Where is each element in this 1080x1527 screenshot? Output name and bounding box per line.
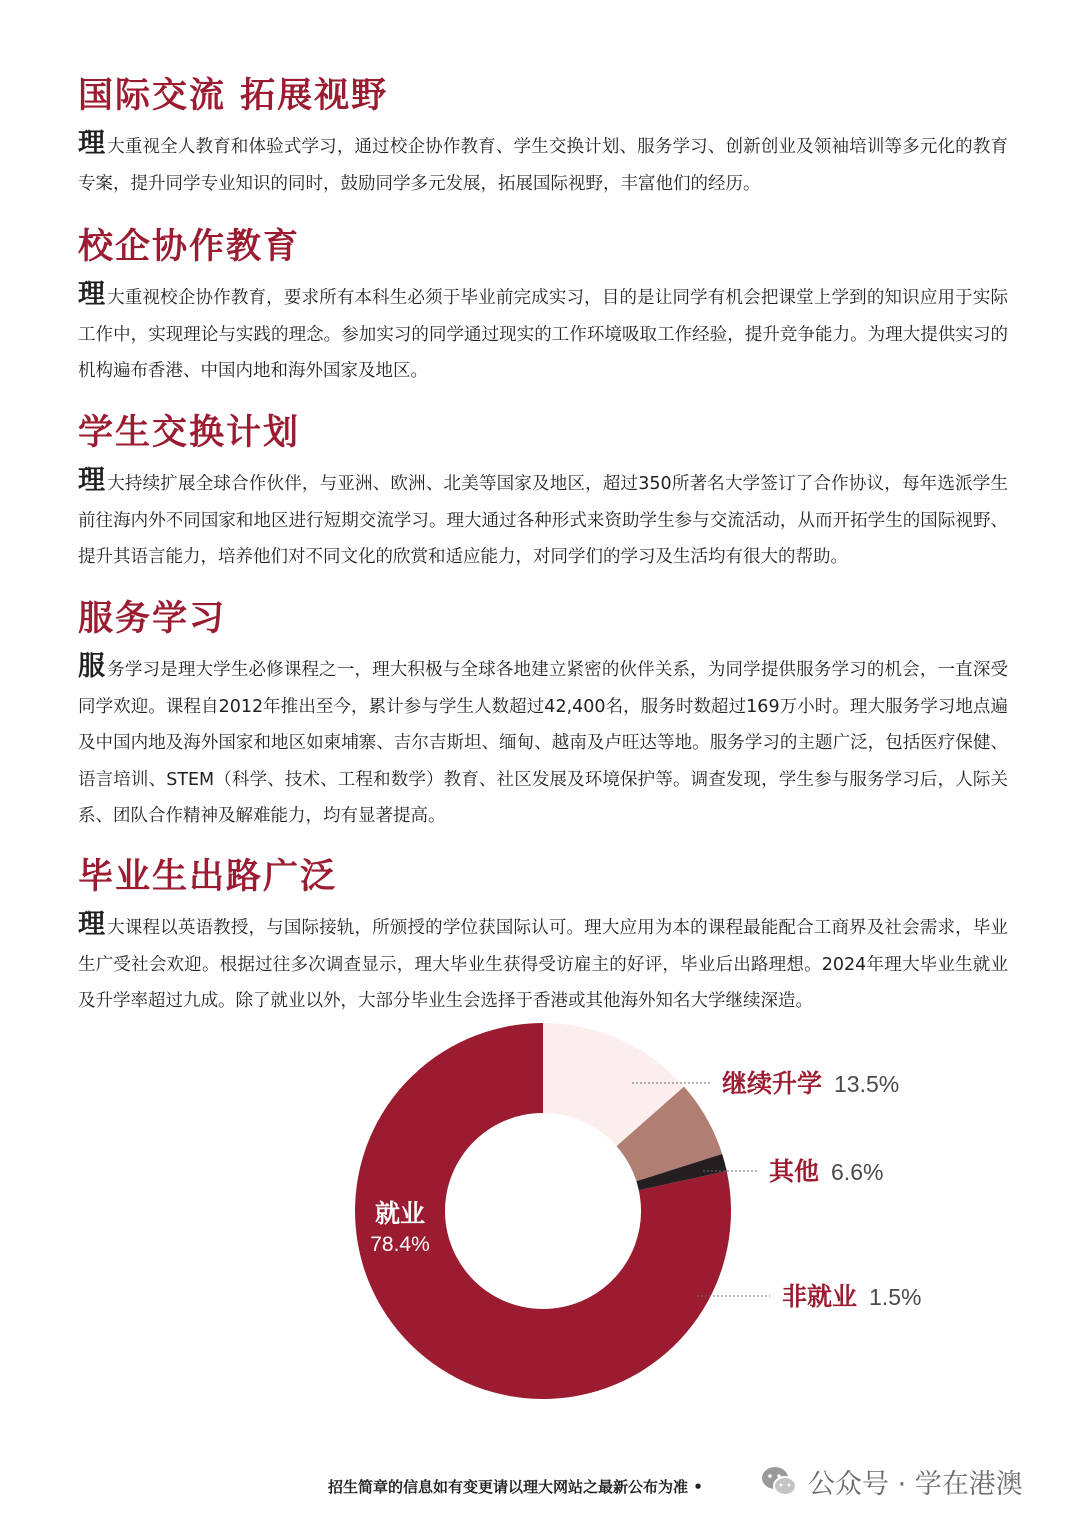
label-others-value: 6.6% xyxy=(831,1159,884,1185)
section-title: 服务学习 xyxy=(78,599,227,639)
wechat-icon xyxy=(760,1465,798,1499)
wechat-label: 公众号 · 学在港澳 xyxy=(808,1469,1023,1500)
label-others xyxy=(769,1157,883,1186)
label-not-employed-name: 非就业 xyxy=(782,1282,858,1311)
section-body: 大重视校企协作教育，要求所有本科生必须于毕业前完成实习，目的是让同学有机会把课堂上学到的知识应用于实际工作中，实现理论与实践的理念。参加实习的同学通过现实的工作环境吸取工作经验，提升竞争能力。为理大提供实习的机构遍布香港、中国内地和海外国家及地区。 xyxy=(78,288,1009,381)
wechat-watermark xyxy=(760,1462,1023,1501)
section-title: 毕业生出路广泛 xyxy=(78,857,338,897)
section-title: 学生交换计划 xyxy=(78,413,301,453)
section-body: 大持续扩展全球合作伙伴，与亚洲、欧洲、北美等国家及地区，超过350所著名大学签订了合作协议，每年选派学生前往海内外不同国家和地区进行短期交流学习。理大通过各种形式来资助学生参与交流活动，从而开拓学生的国际视野、提升其语言能力，培养他们对不同文化的欣赏和适应能力，对同学们的学习及生活均有很大的帮助。 xyxy=(78,474,1008,567)
label-not-employed xyxy=(782,1282,921,1311)
label-further-study-name: 继续升学 xyxy=(722,1069,823,1098)
footer-note: 招生简章的信息如有变更请以理大网站之最新公布为准 • xyxy=(328,1478,703,1496)
label-employment-value: 78.4% xyxy=(370,1233,430,1256)
section-title: 校企协作教育 xyxy=(78,227,301,267)
dropcap: 服 xyxy=(78,651,106,682)
dropcap: 理 xyxy=(78,128,106,159)
label-not-employed-value: 1.5% xyxy=(869,1284,922,1310)
section-body: 大课程以英语教授，与国际接轨，所颁授的学位获国际认可。理大应用为本的课程最能配合工商界及社会需求，毕业生广受社会欢迎。根据过往多次调查显示，理大毕业生获得受访雇主的好评，毕业后出路理想。2024年理大毕业生就业及升学率超过九成。除了就业以外，大部分毕业生会选择于香港或其他海外知名大学继续深造。 xyxy=(78,918,1009,1011)
dropcap: 理 xyxy=(78,279,106,310)
label-further-study xyxy=(722,1069,899,1098)
dropcap: 理 xyxy=(78,465,106,496)
label-further-study-value: 13.5% xyxy=(834,1071,900,1097)
section-body: 务学习是理大学生必修课程之一，理大积极与全球各地建立紧密的伙伴关系，为同学提供服务学习的机会，一直深受同学欢迎。课程自2012年推出至今，累计参与学生人数超过42,400名，服务时数超过169万小时。理大服务学习地点遍及中国内地及海外国家和地区如柬埔寨、吉尔吉斯坦、缅甸、越南及卢旺达等地。服务学习的主题广泛，包括医疗保健、语言培训、STEM（科学、技术、工程和数学）教育、社区发展及环境保护等。调查发现，学生参与服务学习后，人际关系、团队合作精神及解难能力，均有显著提高。 xyxy=(78,660,1009,826)
label-employment-name: 就业 xyxy=(374,1199,426,1228)
section-body: 大重视全人教育和体验式学习，通过校企协作教育、学生交换计划、服务学习、创新创业及领袖培训等多元化的教育专案，提升同学专业知识的同时，鼓励同学多元发展，拓展国际视野，丰富他们的经历。 xyxy=(78,137,1009,194)
dropcap: 理 xyxy=(78,909,106,940)
label-others-name: 其他 xyxy=(769,1157,820,1186)
section-title: 国际交流 拓展视野 xyxy=(78,76,389,116)
